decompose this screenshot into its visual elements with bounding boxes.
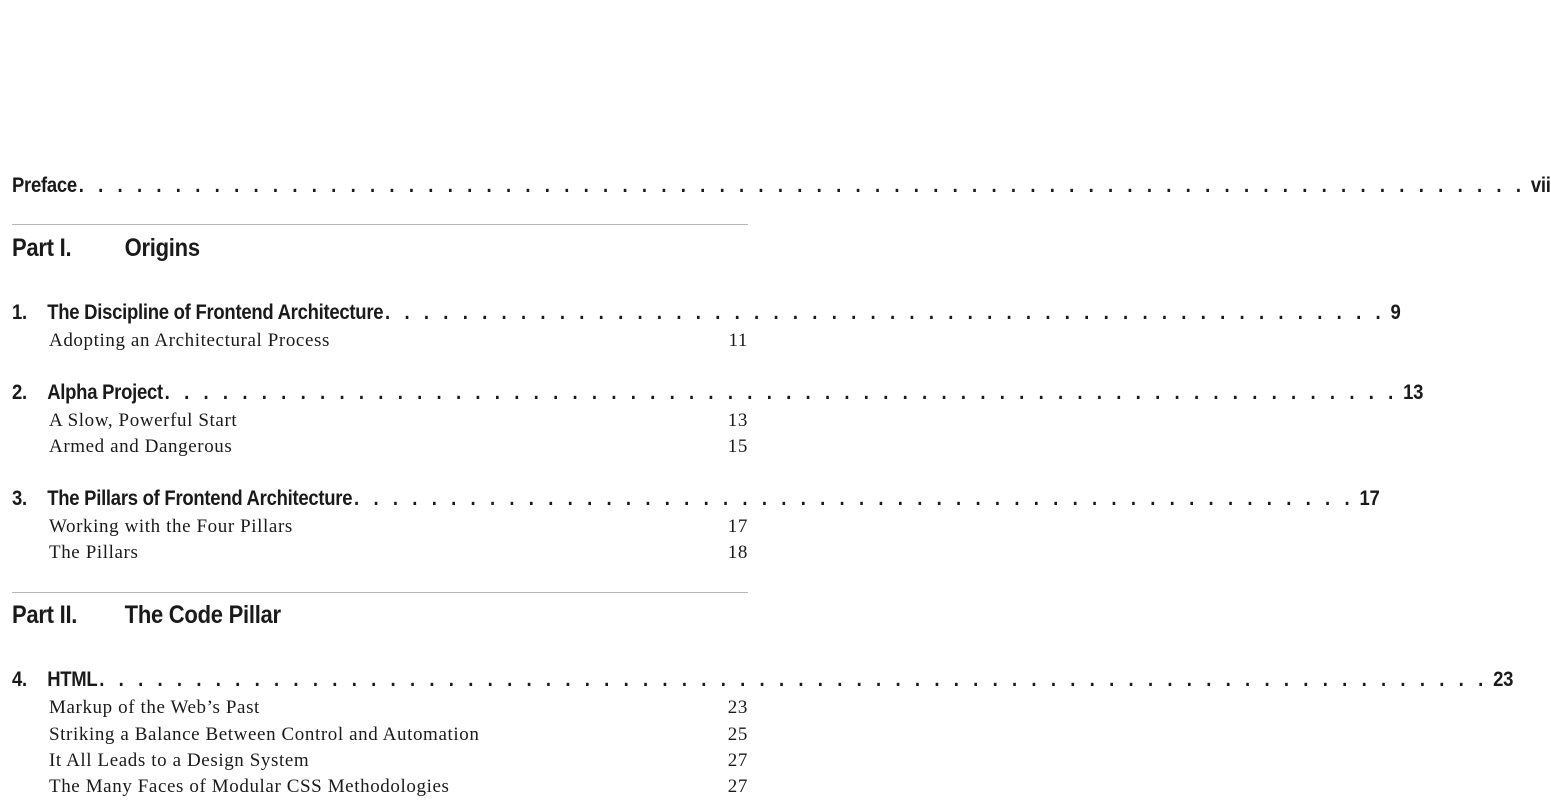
toc-chapter-entry[interactable]	[12, 380, 1424, 406]
dot-leader: . . . . . . . . . . . . . . . . . . . . . . . . . . . . . . . . . . . . . . . . . . . . . . . . . . . .	[385, 301, 1386, 324]
toc-section-entry[interactable]	[12, 434, 748, 460]
chapter-number: 2.	[12, 381, 27, 404]
toc-section-entry[interactable]	[12, 408, 748, 434]
dot-leader: . . . . . . . . . . . . . . . . . . . . . . . . . . . . . . . . . . . . . . . . . . . . . . . . . . . .	[354, 487, 1355, 510]
chapter-number: 3.	[12, 487, 27, 510]
chapter-number: 4.	[12, 668, 27, 691]
page-number: vii	[1530, 174, 1551, 197]
toc-chapter-entry[interactable]	[12, 300, 1401, 326]
page-number: 13	[727, 410, 748, 431]
dot-leader: . . . . . . . . . . . . . . . . . . . . . . . . . . . . . . . . . . . . . . . . . . . . . . . . . . . . . . . . . . . . . . . .	[164, 381, 1398, 404]
page-number: 15	[727, 436, 748, 457]
chapter-title: The Pillars of Frontend Architecture	[47, 487, 353, 510]
part-title: The Code Pillar	[124, 601, 281, 629]
section-title: Adopting an Architectural Process	[49, 330, 330, 351]
page-number: 27	[727, 750, 748, 771]
page-number: 17	[727, 516, 748, 537]
section-title: Working with the Four Pillars	[49, 516, 293, 537]
part-label: Part II.	[12, 601, 78, 629]
page-number: 23	[727, 697, 748, 718]
page-number: 11	[728, 330, 748, 351]
toc-section-entry[interactable]	[12, 748, 748, 774]
chapter-number: 1.	[12, 301, 27, 324]
part-divider	[12, 224, 748, 225]
section-title: A Slow, Powerful Start	[49, 410, 238, 431]
page-number: 13	[1403, 381, 1424, 404]
dot-leader: . . . . . . . . . . . . . . . . . . . . . . . . . . . . . . . . . . . . . . . . . . . . . . . . . . . . . . . . . . . . . . . . . . . . . . . .	[99, 668, 1488, 691]
toc-section-entry[interactable]	[12, 774, 748, 800]
toc-section-entry[interactable]	[12, 722, 748, 748]
toc-section-entry[interactable]	[12, 695, 748, 721]
preface-title: Preface	[12, 174, 77, 197]
page-number: 17	[1359, 487, 1380, 510]
section-title: The Many Faces of Modular CSS Methodologies	[49, 776, 450, 797]
part-title: Origins	[124, 234, 200, 262]
toc-page	[12, 0, 1551, 800]
toc-section-entry[interactable]	[12, 328, 748, 354]
part-heading	[12, 600, 748, 630]
chapter-title: The Discipline of Frontend Architecture	[47, 301, 384, 324]
section-title: Markup of the Web’s Past	[49, 697, 260, 718]
dot-leader: . . . . . . . . . . . . . . . . . . . . . . . . . . . . . . . . . . . . . . . . . . . . . . . . . . . . . . . . . . . . . . . . . . . . . . . . . . .	[78, 174, 1526, 197]
page-number: 27	[727, 776, 748, 797]
chapter-title: HTML	[47, 668, 98, 691]
section-title: Striking a Balance Between Control and Automation	[49, 724, 480, 745]
toc-section-entry[interactable]	[12, 540, 748, 566]
toc-chapter-entry[interactable]	[12, 486, 1380, 512]
chapter-title: Alpha Project	[47, 381, 163, 404]
page-number: 9	[1390, 301, 1401, 324]
section-title: It All Leads to a Design System	[49, 750, 310, 771]
part-heading	[12, 233, 748, 263]
toc-preface-entry[interactable]	[12, 173, 1551, 199]
page-number: 18	[727, 542, 748, 563]
section-title: The Pillars	[49, 542, 139, 563]
part-label: Part I.	[12, 234, 72, 262]
section-title: Armed and Dangerous	[49, 436, 233, 457]
page-number: 23	[1493, 668, 1514, 691]
toc-section-entry[interactable]	[12, 514, 748, 540]
toc-chapter-entry[interactable]	[12, 667, 1514, 693]
page-number: 25	[727, 724, 748, 745]
part-divider	[12, 592, 748, 593]
